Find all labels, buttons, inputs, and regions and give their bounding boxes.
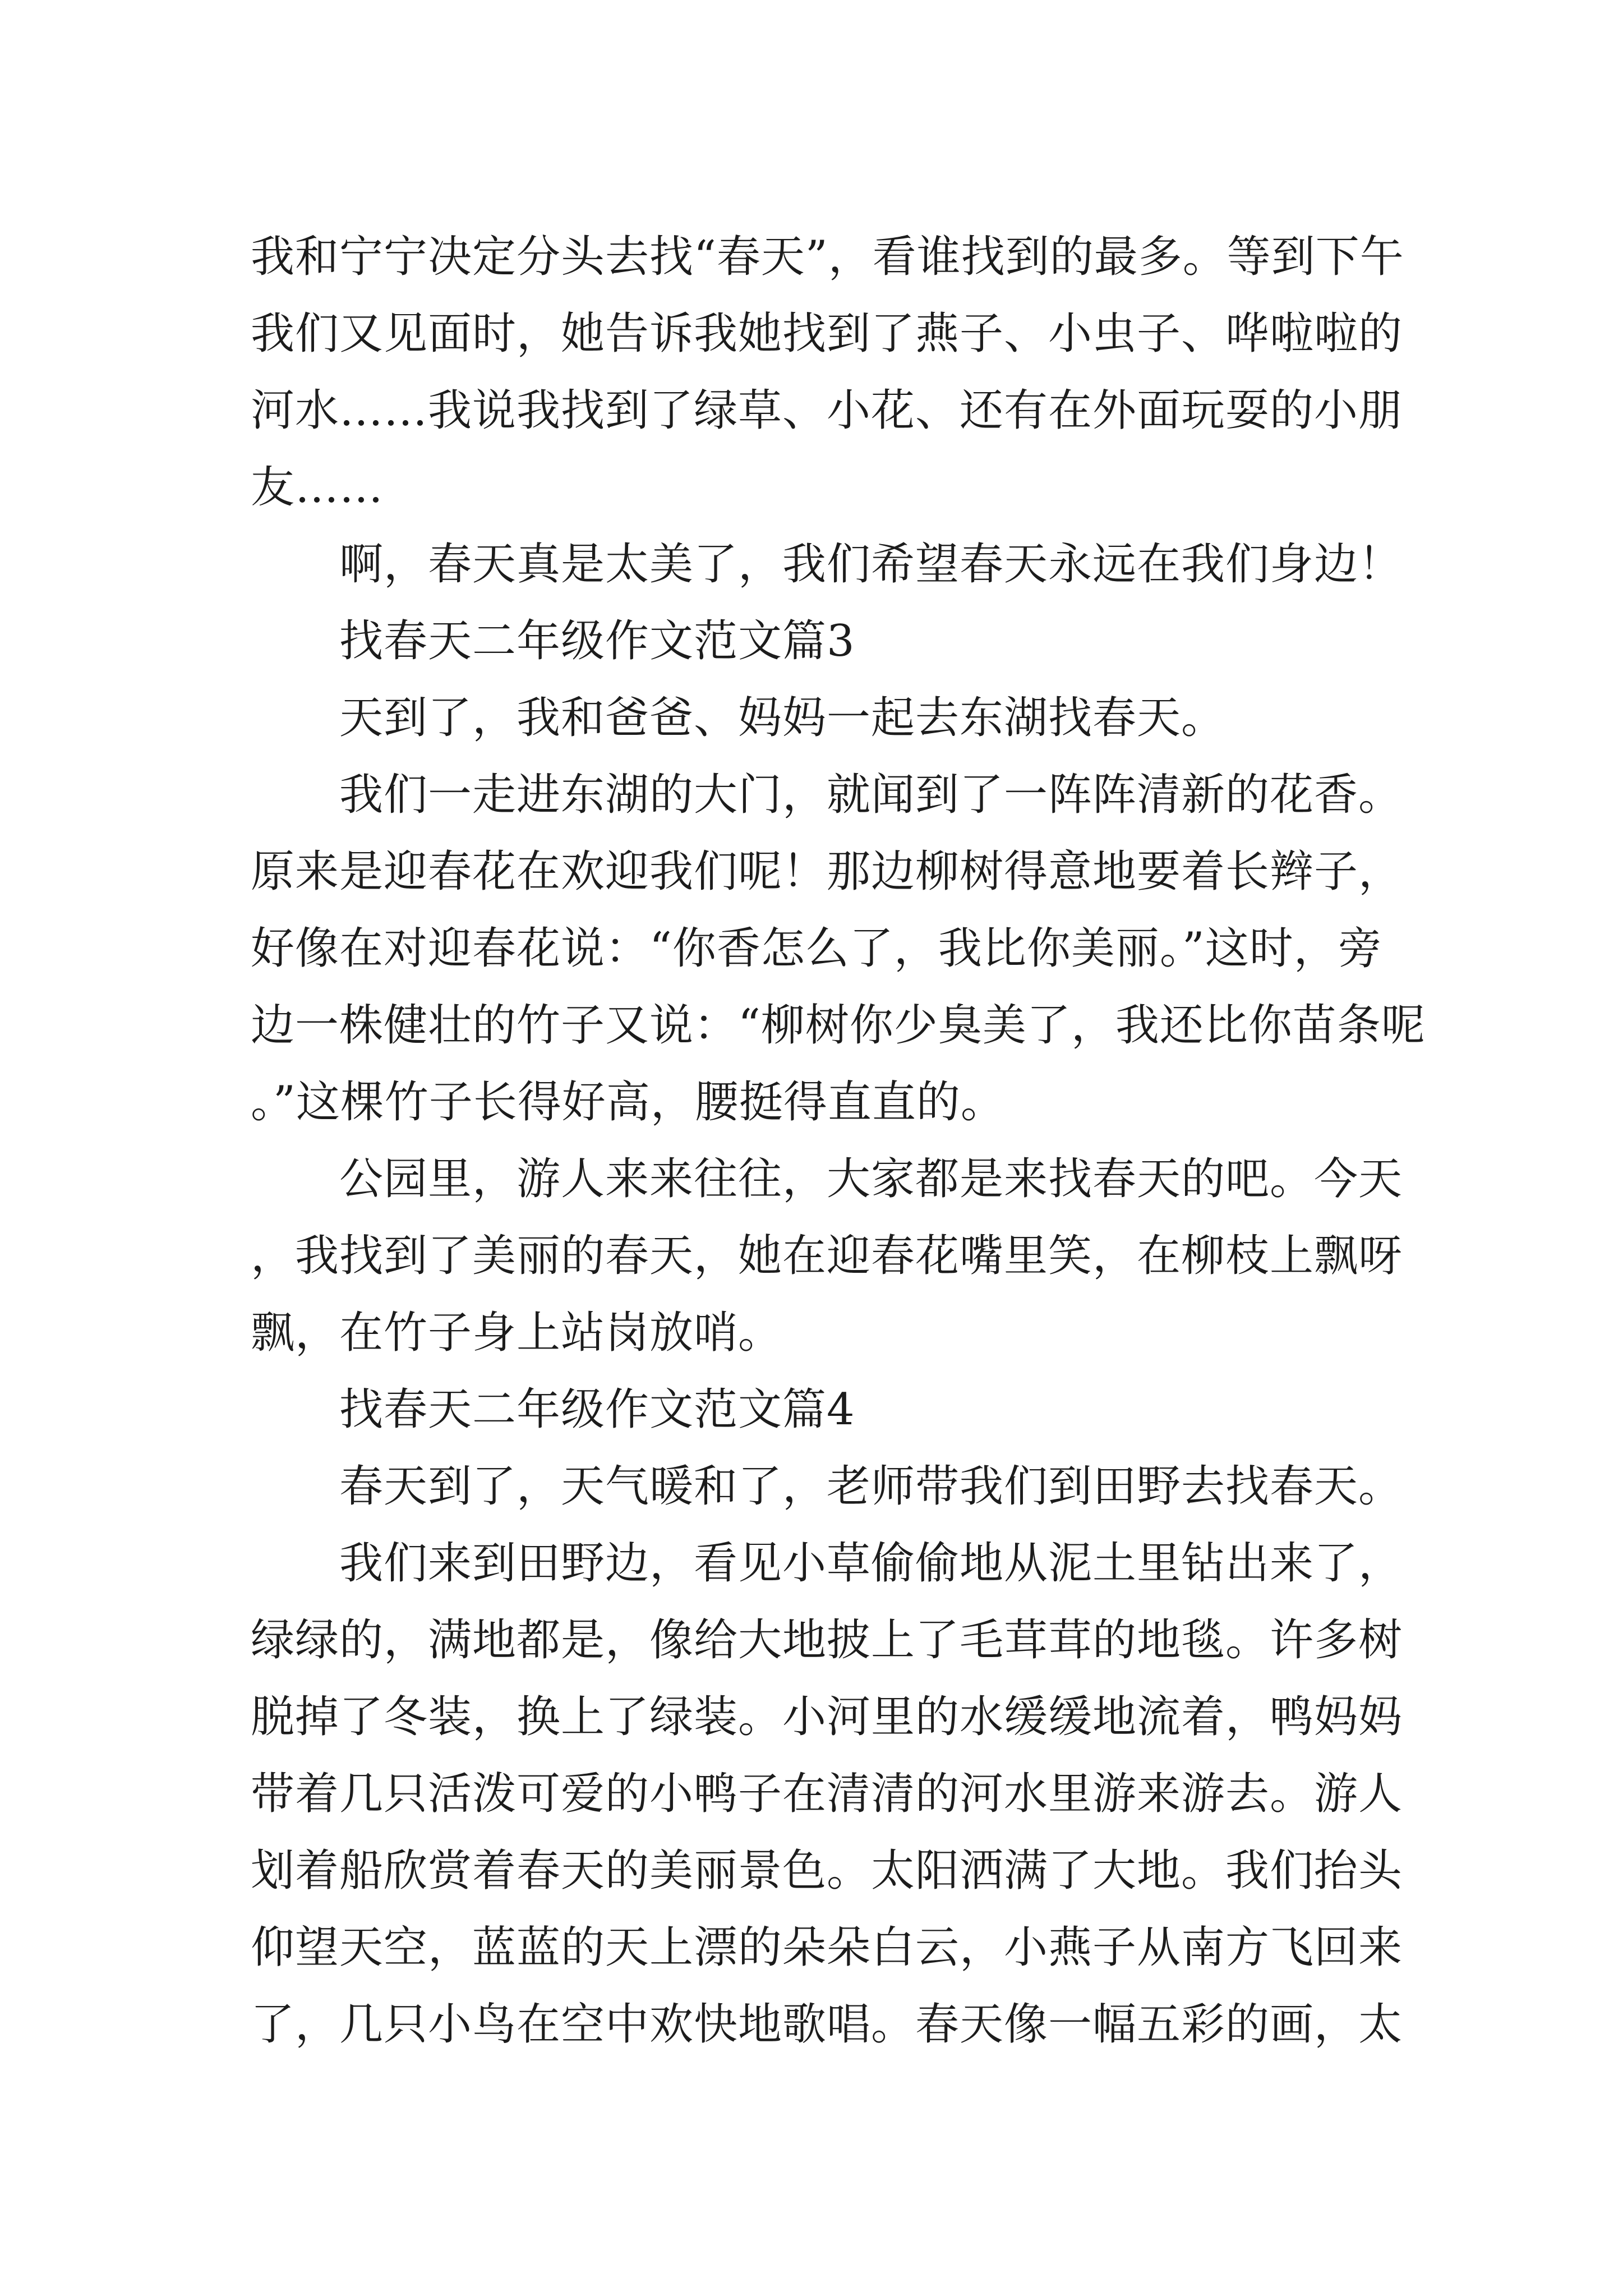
document-body (251, 219, 1426, 2063)
paragraph: 天到了，我和爸爸、妈妈一起去东湖找春天。 (339, 693, 1226, 743)
paragraph: 公园里，游人来来往往，大家都是来找春天的吧。今天，我找到了美丽的春天，她在迎春花嘴里笑，在柳枝上飘呀飘，在竹子身上站岗放哨。 (251, 1154, 1403, 1358)
paragraph: 我们一走进东湖的大门，就闻到了一阵阵清新的花香。原来是迎春花在欢迎我们呢！那边柳树得意地要着长辫子，好像在对迎春花说：“你香怎么了，我比你美丽。”这时，旁边一株健壮的竹子又说：“柳树你少臭美了，我还比你苗条呢。”这棵竹子长得好高，腰挺得直直的。 (251, 770, 1426, 1128)
paragraph: 春天到了，天气暖和了，老师带我们到田野去找春天。 (339, 1461, 1403, 1512)
paragraph: 啊，春天真是太美了，我们希望春天永远在我们身边！ (339, 539, 1403, 590)
section-heading: 找春天二年级作文范文篇4 (339, 1384, 855, 1435)
section-heading: 找春天二年级作文范文篇3 (339, 616, 855, 666)
paragraph: 我们来到田野边，看见小草偷偷地从泥土里钻出来了，绿绿的，满地都是，像给大地披上了毛茸茸的地毯。许多树脱掉了冬装，换上了绿装。小河里的水缓缓地流着，鸭妈妈带着几只活泼可爱的小鸭子在清清的河水里游来游去。游人划着船欣赏着春天的美丽景色。太阳洒满了大地。我们抬头仰望天空，蓝蓝的天上漂的朵朵白云，小燕子从南方飞回来了，几只小鸟在空中欢快地歌唱。春天像一幅五彩的画，太 (251, 1538, 1403, 2050)
paragraph: 我和宁宁决定分头去找“春天”，看谁找到的最多。等到下午我们又见面时，她告诉我她找到了燕子、小虫子、哗啦啦的河水……我说我找到了绿草、小花、还有在外面玩耍的小朋友…… (251, 232, 1404, 513)
